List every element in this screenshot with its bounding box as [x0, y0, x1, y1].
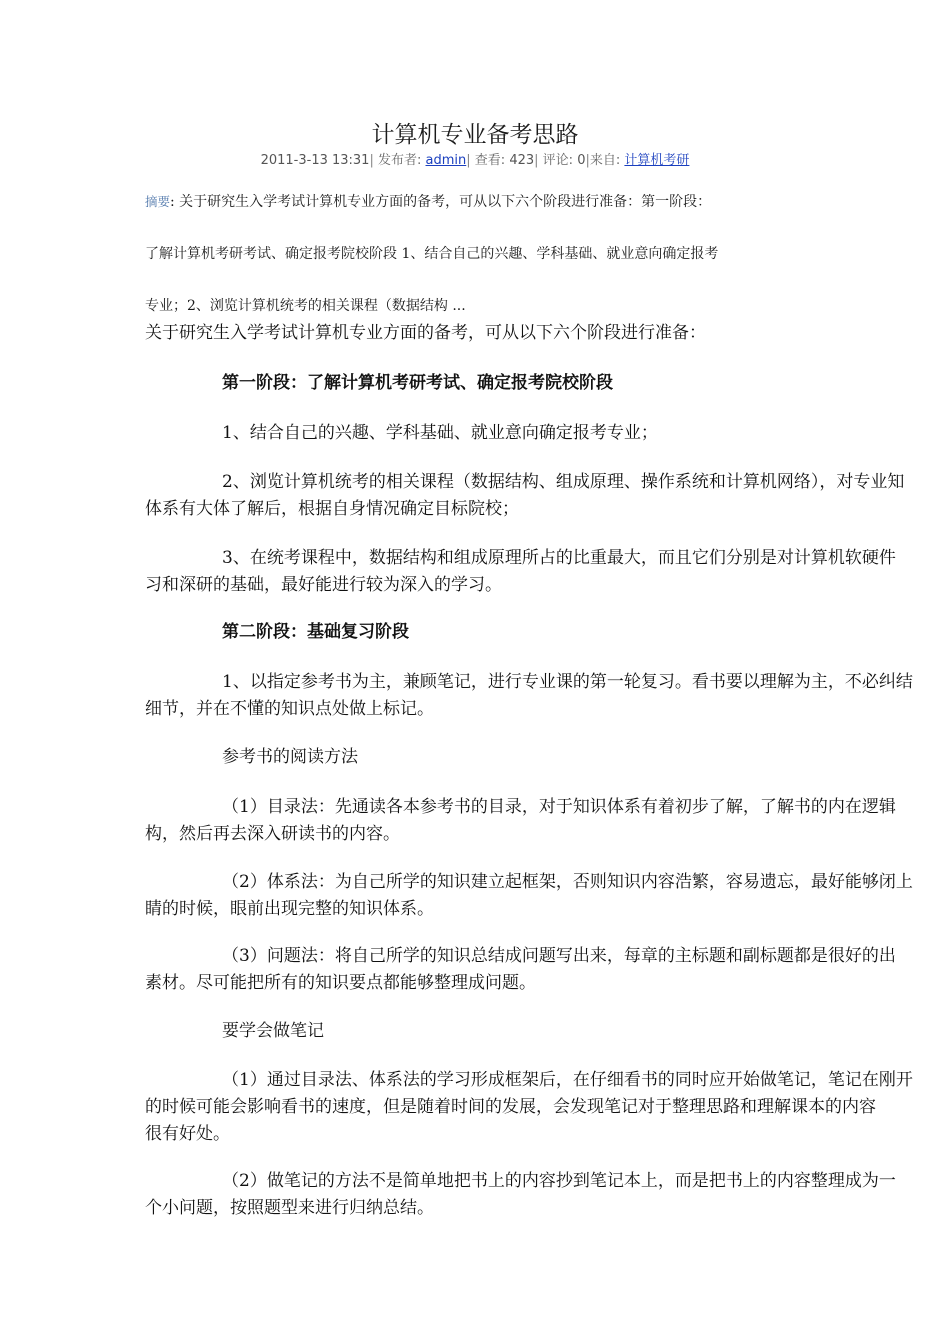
paragraph-line: 3、在统考课程中，数据结构和组成原理所占的比重最大，而且它们分别是对计算机软硬件 — [222, 548, 896, 568]
paragraph-line: 很有好处。 — [145, 1124, 230, 1144]
paragraph-line: 构，然后再去深入研读书的内容。 — [145, 824, 400, 844]
intro-paragraph — [145, 320, 950, 347]
summary-label: 摘要 — [145, 194, 171, 209]
paragraph — [145, 943, 950, 997]
stage-one-heading — [145, 370, 950, 397]
article-meta — [0, 152, 950, 170]
paragraph — [145, 869, 950, 923]
paragraph-line: 要学会做笔记 — [222, 1021, 324, 1041]
article-title: 计算机专业备考思路 — [371, 122, 579, 148]
paragraph — [145, 1168, 950, 1222]
paragraph — [145, 669, 950, 723]
paragraph — [145, 1067, 950, 1148]
summary-line: 专业；2、浏览计算机统考的相关课程（数据结构 ... — [145, 298, 466, 314]
paragraph-line: 个小问题，按照题型来进行归纳总结。 — [145, 1198, 434, 1218]
publish-date: 2011-3-13 13:31 — [260, 153, 370, 168]
paragraph-line: 睛的时候，眼前出现完整的知识体系。 — [145, 899, 434, 919]
paragraph — [145, 420, 950, 447]
paragraph-line: 1、以指定参考书为主，兼顾笔记，进行专业课的第一轮复习。看书要以理解为主，不必纠结 — [222, 672, 913, 692]
paragraph-line: 参考书的阅读方法 — [222, 747, 358, 767]
meta-separator: | — [369, 153, 374, 168]
paragraph-line: （1）通过目录法、体系法的学习形成框架后，在仔细看书的同时应开始做笔记，笔记在刚开 — [222, 1070, 913, 1090]
paragraph-line: （1）目录法：先通读各本参考书的目录，对于知识体系有着初步了解，了解书的内在逻辑 — [222, 797, 896, 817]
paragraph-line: 习和深研的基础，最好能进行较为深入的学习。 — [145, 575, 502, 595]
stage-two-heading — [145, 619, 950, 646]
paragraph — [145, 794, 950, 848]
paragraph — [145, 469, 950, 523]
comments-label: 评论: — [542, 153, 574, 168]
summary-text: : 关于研究生入学考试计算机专业方面的备考，可从以下六个阶段进行准备：第一阶段： — [170, 194, 712, 210]
paragraph-line: （2）做笔记的方法不是简单地把书上的内容抄到笔记本上，而是把书上的内容整理成为一 — [222, 1171, 896, 1191]
paragraph — [145, 545, 950, 599]
views-count: 423 — [509, 153, 535, 168]
publisher-label: 发布者: — [377, 153, 422, 168]
heading-text: 第一阶段：了解计算机考研考试、确定报考院校阶段 — [222, 373, 613, 393]
paragraph-line: 的时候可能会影响看书的速度，但是随着时间的发展，会发现笔记对于整理思路和理解课本的内容 — [145, 1097, 876, 1117]
comments-count: 0 — [577, 153, 586, 168]
views-label: 查看: — [474, 153, 506, 168]
paragraph-line: 细节，并在不懂的知识点处做上标记。 — [145, 699, 434, 719]
paragraph-line: 1、结合自己的兴趣、学科基础、就业意向确定报考专业； — [222, 423, 658, 443]
summary-line: 了解计算机考研考试、确定报考院校阶段 1、结合自己的兴趣、学科基础、就业意向确定报考 — [145, 246, 719, 262]
paragraph-line: 2、浏览计算机统考的相关课程（数据结构、组成原理、操作系统和计算机网络），对专业知 — [222, 472, 905, 492]
meta-separator: | — [466, 153, 471, 168]
paragraph-line: （3）问题法：将自己所学的知识总结成问题写出来，每章的主标题和副标题都是很好的出 — [222, 946, 896, 966]
meta-separator: | — [534, 153, 539, 168]
publisher-link[interactable]: admin — [425, 153, 467, 168]
paragraph-line: 素材。尽可能把所有的知识要点都能够整理成问题。 — [145, 973, 536, 993]
subheading — [145, 1018, 950, 1045]
subheading — [145, 744, 950, 771]
source-link[interactable]: 计算机考研 — [624, 153, 690, 168]
summary-line — [145, 176, 865, 228]
paragraph-line: （2）体系法：为自己所学的知识建立起框架，否则知识内容浩繁，容易遗忘，最好能够闭上 — [222, 872, 913, 892]
source-label: 来自: — [589, 153, 621, 168]
paragraph-line: 关于研究生入学考试计算机专业方面的备考，可从以下六个阶段进行准备： — [145, 323, 706, 343]
heading-text: 第二阶段：基础复习阶段 — [222, 622, 409, 642]
article-summary — [145, 176, 865, 332]
paragraph-line: 体系有大体了解后，根据自身情况确定目标院校； — [145, 499, 519, 519]
meta-separator: | — [585, 153, 590, 168]
